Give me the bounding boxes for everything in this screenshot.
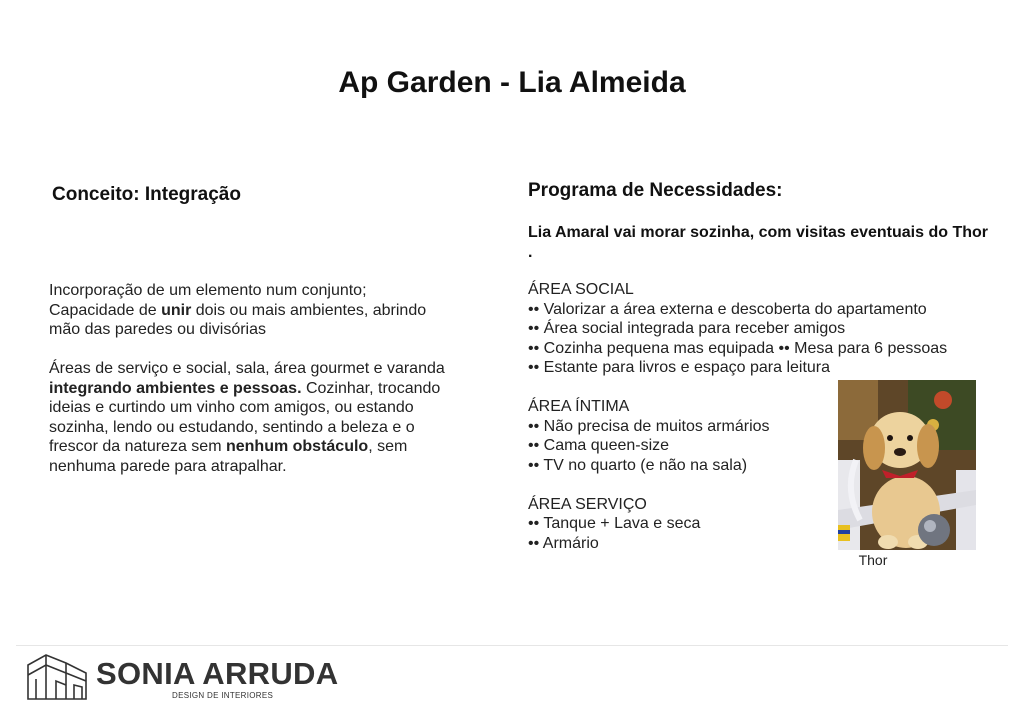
program-section	[528, 280, 998, 378]
bold-text: integrando ambientes e pessoas.	[49, 379, 302, 397]
brand-tagline: DESIGN DE INTERIORES	[172, 691, 274, 700]
puppy-photo-icon	[838, 380, 976, 550]
concept-heading: Conceito: Integração	[52, 184, 241, 205]
bold-text: nenhum obstáculo	[225, 438, 369, 455]
text-run: , sem nenhuma parede para atrapalhar.	[49, 438, 408, 475]
text-run: Cozinhar, trocando ideias e curtindo um vinho com amigos, ou estando sozinha, lendo ou estudando, sentindo a beleza e o frescor da natureza sem	[49, 379, 441, 455]
section-title: ÁREA ÍNTIMA	[528, 398, 630, 415]
concept-body	[49, 281, 449, 476]
list-item: •• TV no quarto (e não na sala)	[528, 456, 748, 474]
list-item: •• Valorizar a área externa e descoberta do apartamento	[528, 300, 927, 318]
list-item: •• Não precisa de muitos armários	[528, 417, 770, 435]
list-item: •• Armário	[528, 534, 599, 552]
text-run: dois ou mais ambientes, abrindo mão das paredes ou divisórias	[49, 301, 427, 338]
list-item: •• Cozinha pequena mas equipada •• Mesa para 6 pessoas	[528, 339, 948, 357]
section-title: ÁREA SOCIAL	[528, 281, 634, 298]
bold-text: unir	[161, 301, 192, 319]
concept-paragraph-2	[49, 359, 449, 476]
list-item: •• Área social integrada para receber amigos	[528, 320, 846, 337]
text-run: Incorporação de um elemento num conjunto; Capacidade de	[49, 282, 367, 319]
program-intro: Lia Amaral vai morar sozinha, com visitas eventuais do Thor .	[528, 224, 988, 261]
page-title: Ap Garden - Lia Almeida	[338, 66, 686, 99]
list-item: •• Tanque + Lava e seca	[528, 515, 701, 532]
program-heading: Programa de Necessidades:	[528, 180, 783, 201]
list-item: •• Estante para livros e espaço para leitura	[528, 359, 831, 376]
dog-photo	[838, 380, 976, 550]
section-title: ÁREA SERVIÇO	[528, 495, 647, 513]
photo-caption: Thor	[858, 552, 888, 568]
house-outline-logo-icon	[26, 651, 88, 701]
concept-paragraph-1	[49, 281, 449, 340]
list-item: •• Cama queen-size	[528, 437, 670, 454]
footer-divider	[16, 645, 1008, 646]
text-run: Áreas de serviço e social, sala, área gourmet e varanda	[49, 360, 445, 377]
brand-name: SONIA ARRUDA	[96, 656, 339, 691]
